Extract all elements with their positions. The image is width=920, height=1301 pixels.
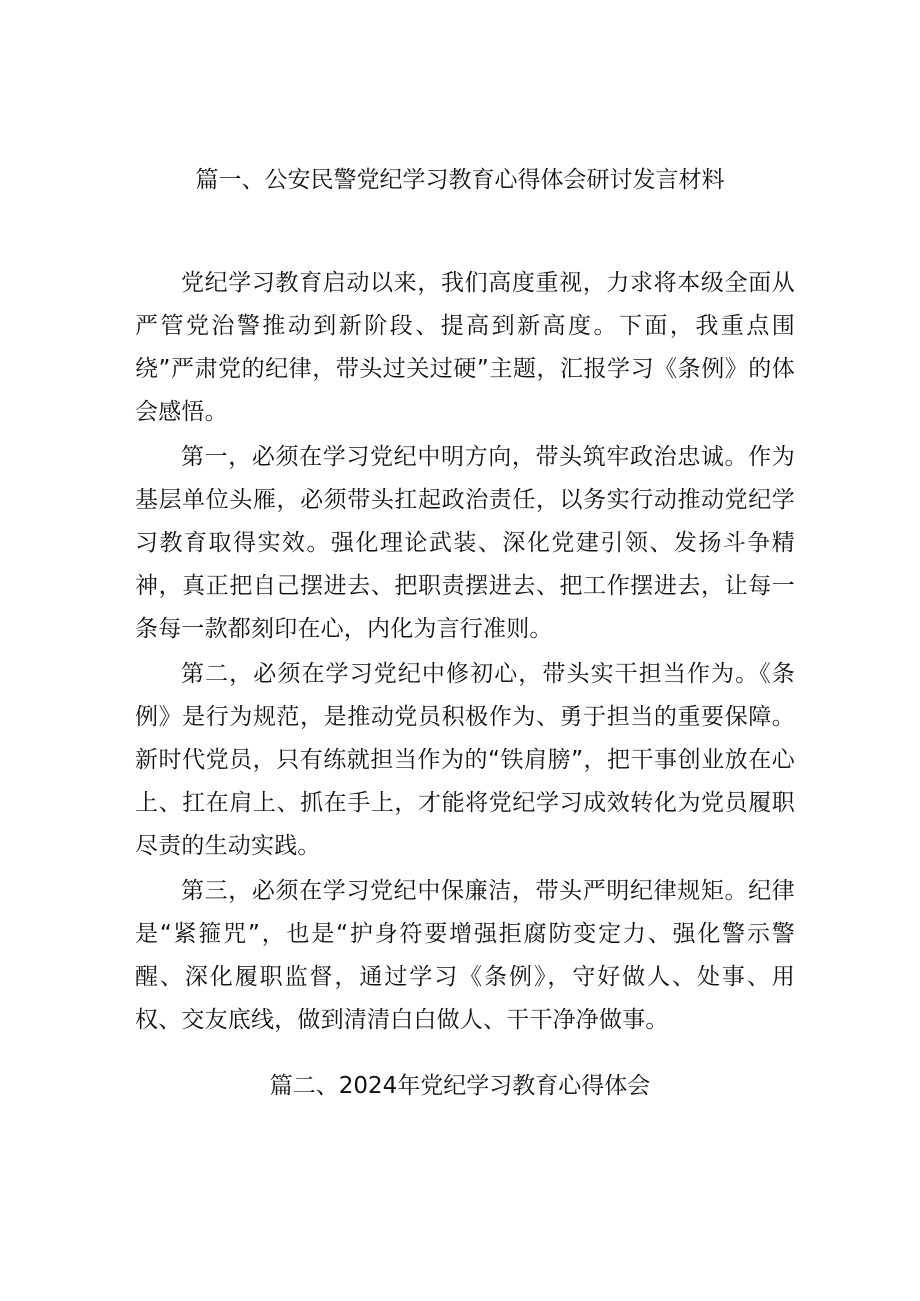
document-body [135,262,795,1044]
section2-title: 篇二、2024年党纪学习教育心得体会 [269,1073,651,1099]
paragraph-first: 第一，必须在学习党纪中明方向，带头筑牢政治忠诚。作为基层单位头雁，必须带头扛起政治责任，以务实行动推动党纪学习教育取得实效。强化理论武装、深化党建引领、发扬斗争精神，真正把自己摆进去、把职责摆进去、把工作摆进去，让每一条每一款都刻印在心，内化为言行准则。 [135,444,795,642]
paragraph-intro: 党纪学习教育启动以来，我们高度重视，力求将本级全面从严管党治警推动到新阶段、提高到新高度。下面，我重点围绕”严肃党的纪律，带头过关过硬”主题，汇报学习《条例》的体会感悟。 [135,270,795,425]
section1-title: 篇一、公安民警党纪学习教育心得体会研讨发言材料 [195,167,725,193]
paragraph-second: 第二，必须在学习党纪中修初心，带头实干担当作为。《条例》是行为规范，是推动党员积极作为、勇于担当的重要保障。新时代党员，只有练就担当作为的“铁肩膀”，把干事创业放在心上、扛在肩上、抓在手上，才能将党纪学习成效转化为党员履职尽责的生动实践。 [135,661,795,859]
paragraph-third: 第三，必须在学习党纪中保廉洁，带头严明纪律规矩。纪律是“紧箍咒”，也是“护身符要增强拒腐防变定力、强化警示警醒、深化履职监督，通过学习《条例》，守好做人、处事、用权、交友底线，做到清清白白做人、干干净净做事。 [135,878,795,1033]
